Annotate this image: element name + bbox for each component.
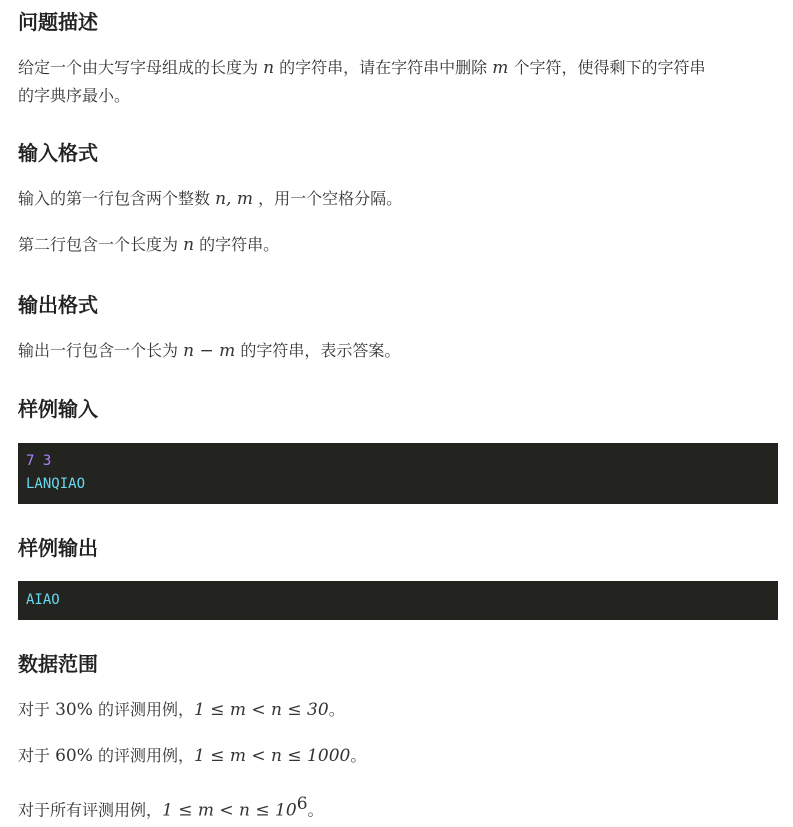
input-format-line-2: 第二行包含一个长度为 n 的字符串。 (18, 235, 280, 255)
input-format-line-1: 输入的第一行包含两个整数 n, m ，用一个空格分隔。 (18, 189, 403, 209)
sample-output-line-1: AIAO (26, 592, 60, 608)
data-range-heading: 数据范围 (18, 652, 98, 676)
sample-output-heading: 样例输出 (18, 536, 98, 560)
data-range-row-3: 对于所有评测用例，$1 \le m < n \le 10^6$。 (18, 794, 324, 821)
var-m: m (492, 58, 509, 78)
output-format-heading: 输出格式 (18, 293, 98, 317)
sample-input-line-1: 7 3 (26, 453, 52, 469)
sample-input-line-2: LANQIAO (26, 476, 86, 492)
sample-input-heading: 样例输入 (18, 397, 98, 421)
description-text: 给定一个由大写字母组成的长度为 n 的字符串，请在字符串中删除 m 个字符，使得剩下的字符串 的字典序最小。 (18, 58, 706, 105)
var-n: n (263, 58, 275, 78)
sample-output-code-block (18, 581, 778, 620)
output-format-text: 输出一行包含一个长为 n − m 的字符串，表示答案。 (18, 341, 401, 361)
data-range-row-1: 对于 30% 的评测用例，1 ≤ m < n ≤ 30。 (18, 700, 345, 720)
description-heading: 问题描述 (18, 10, 98, 34)
input-format-heading: 输入格式 (18, 141, 98, 165)
sample-input-code-block (18, 443, 778, 504)
data-range-row-2: 对于 60% 的评测用例，1 ≤ m < n ≤ 1000。 (18, 746, 367, 766)
